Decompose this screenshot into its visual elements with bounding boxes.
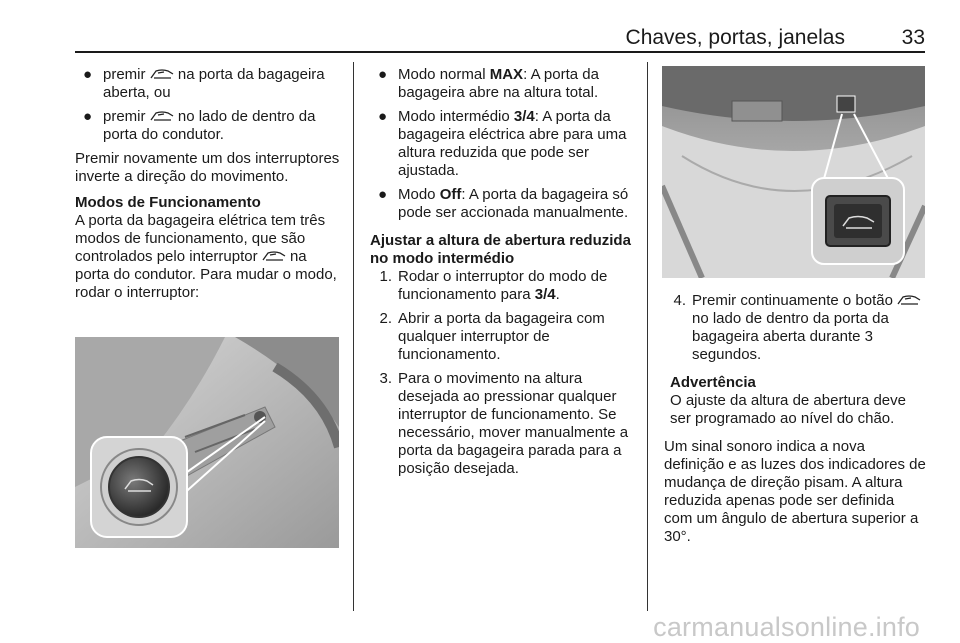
step-number: 2. — [379, 310, 392, 327]
page-header — [75, 22, 925, 50]
column-divider-2 — [647, 62, 648, 611]
tailgate-button-illustration — [662, 66, 925, 278]
text: . — [555, 286, 560, 303]
tailgate-icon — [150, 68, 174, 80]
text: premir — [103, 108, 146, 125]
column-1 — [75, 66, 341, 310]
header-rule — [75, 51, 925, 53]
text: : A porta da bagageira eléctrica abre para uma altura reduzida que pode ser ajustada. — [398, 108, 627, 179]
text: Modo intermédio — [398, 108, 510, 125]
text: : A porta da bagageira abre na altura total. — [398, 66, 599, 101]
text: no lado de dentro da porta do condutor. — [103, 108, 316, 143]
step-item — [370, 370, 636, 478]
section-heading: Modos de Funcionamento — [75, 194, 261, 211]
column-3 — [664, 292, 926, 554]
text: : A porta da bagageira só pode ser accionada manualmente. — [398, 186, 629, 221]
text: Modo — [398, 186, 436, 203]
list-item — [370, 108, 636, 180]
text: na porta do condutor. Para mudar o modo, rodar o interruptor: — [75, 248, 337, 301]
tailgate-icon — [150, 110, 174, 122]
list-item — [75, 66, 341, 102]
warning-title: Advertência — [670, 374, 756, 391]
bullet-icon: ● — [378, 186, 388, 203]
warning-box — [664, 374, 926, 428]
text: Rodar o interruptor do modo de funcionamento para — [398, 268, 608, 303]
text: Para o movimento na altura desejada ao pressionar qualquer interruptor de funcionamento. Se necessário, mover manualmente a porta da bagageira parada para a posição desejada. — [398, 370, 629, 477]
paragraph — [75, 212, 341, 302]
text: no lado de dentro da porta da bagageira aberta durante 3 segundos. — [692, 310, 889, 363]
text: A porta da bagageira elétrica tem três modos de funcionamento, que são controlados pelo interruptor — [75, 212, 326, 265]
step-number: 1. — [379, 268, 392, 285]
step-number: 4. — [673, 292, 686, 309]
paragraph: Premir novamente um dos interruptores inverte a direção do movimento. — [75, 150, 340, 185]
list-item — [75, 108, 341, 144]
column-divider-1 — [353, 62, 354, 611]
mode-label: 3/4 — [513, 108, 535, 125]
column-2 — [370, 66, 636, 484]
step-item — [370, 310, 636, 364]
bullet-icon: ● — [83, 108, 93, 125]
step-item — [664, 292, 926, 364]
text: premir — [103, 66, 146, 83]
door-switch-illustration — [75, 337, 339, 548]
text: Modo normal — [398, 66, 486, 83]
text: na porta da bagageira aberta, ou — [103, 66, 325, 101]
mode-label: 3/4 — [534, 286, 556, 303]
list-item — [370, 66, 636, 102]
bullet-icon: ● — [378, 108, 388, 125]
step-item — [370, 268, 636, 304]
text: Abrir a porta da bagageira com qualquer interruptor de funcionamento. — [398, 310, 605, 363]
tailgate-icon — [262, 250, 286, 262]
page-number: 33 — [901, 26, 925, 49]
bullet-icon: ● — [83, 66, 93, 83]
text: Premir continuamente o botão — [692, 292, 893, 309]
mode-label: MAX — [489, 66, 524, 83]
bullet-icon: ● — [378, 66, 388, 83]
mode-label: Off — [439, 186, 462, 203]
warning-text: O ajuste da altura de abertura deve ser programado ao nível do chão. — [670, 392, 906, 427]
watermark: carmanualsonline.info — [653, 612, 920, 642]
step-number: 3. — [379, 370, 392, 387]
section-title: Chaves, portas, janelas — [625, 26, 845, 49]
list-item — [370, 186, 636, 222]
paragraph: Um sinal sonoro indica a nova definição e as luzes dos indicadores de mudança de direção pisam. A altura reduzida apenas pode ser definida com um ângulo de abertura superior a 30°. — [664, 438, 926, 545]
section-heading: Ajustar a altura de abertura reduzida no modo intermédio — [370, 232, 631, 267]
tailgate-icon — [897, 294, 921, 306]
